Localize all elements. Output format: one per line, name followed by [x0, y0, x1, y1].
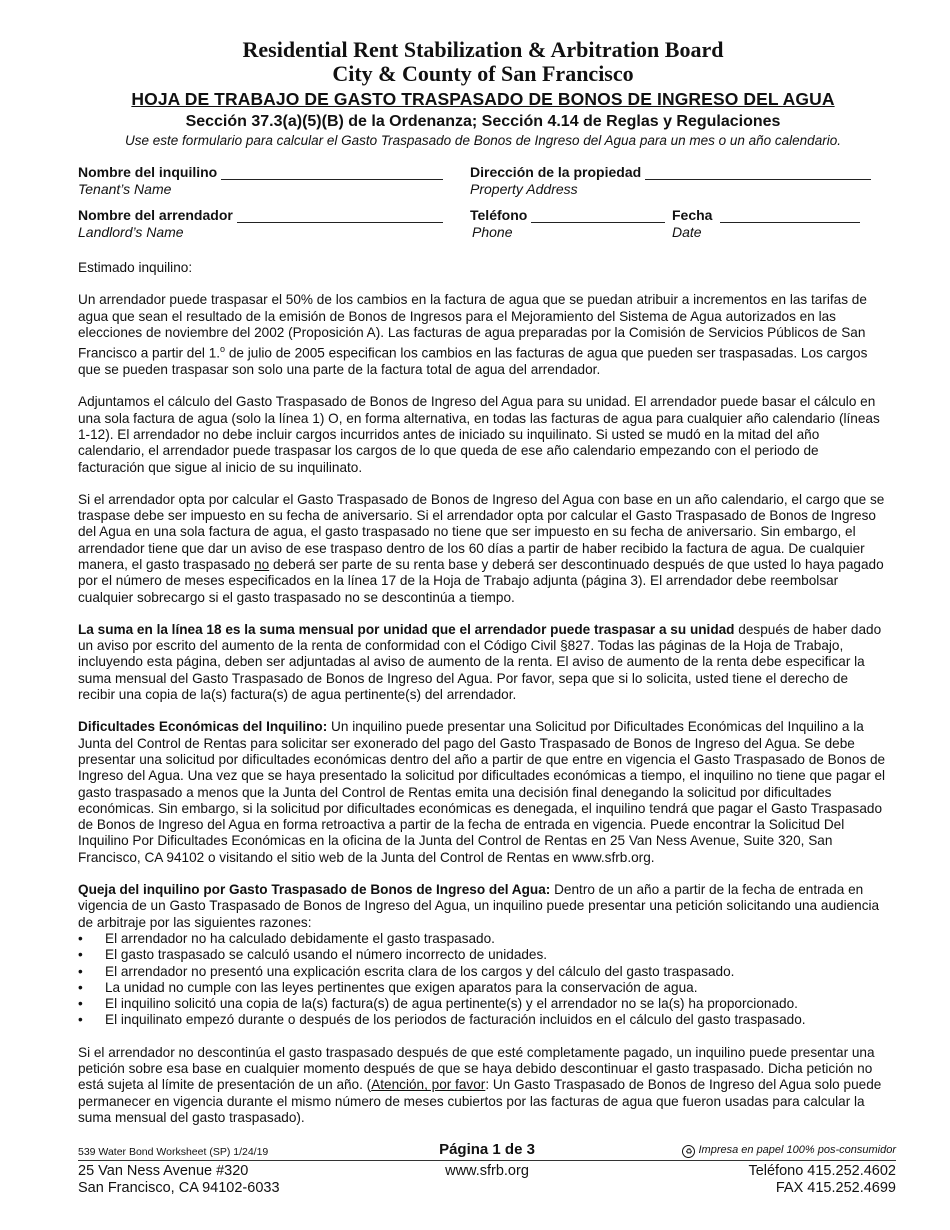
- list-item: • El arrendador no presentó una explicación escrita clara de los cargos y del cálculo del gasto traspasado.: [78, 964, 888, 980]
- paragraph-hardship: [78, 719, 888, 866]
- section-reference: Sección 37.3(a)(5)(B) de la Ordenanza; Sección 4.14 de Reglas y Regulaciones: [185, 113, 781, 130]
- footer-phone: Teléfono 415.252.4602: [748, 1163, 896, 1179]
- paragraph-line-18: [78, 622, 888, 703]
- line-18-bold: La suma en la línea 18 es la suma mensual por unidad que el arrendador puede traspasar a su unidad: [78, 621, 735, 637]
- list-item: • El gasto traspasado se calculó usando el número incorrecto de unidades.: [78, 947, 888, 963]
- line-18-rest: después de haber dado un aviso por escrito del aumento de la renta de conformidad con el Código Civil §827. Todas las páginas de la Hoja de Trabajo, incluyendo esta página, deben ser adjuntadas al aviso de aumento de la renta. El aviso de aumento de la renta debe especificar la suma mensual del Gasto Traspasado de Bonos de Ingreso del Agua. Por favor, sepa que si lo solicita, usted tiene el derecho de recibir una copia de la(s) factura(s) de agua pertinente(s) del arrendador.: [78, 621, 882, 703]
- paragraph-calculation: Adjuntamos el cálculo del Gasto Traspasado de Bonos de Ingreso del Agua para su unidad. El arrendador puede basar el cálculo en una sola factura de agua (solo la línea 1) O, en forma alternativa, en todas las facturas de agua para cualquier año calendario (líneas 1-12). El arrendador no debe incluir cargos incurridos antes de iniciado su inquilinato. Si usted se mudó en la mitad del año calendario, el arrendador puede traspasar los cargos de lo que queda de ese año calendario empezando con el periodo de facturación que sigue al inicio de su inquilinato.: [78, 394, 880, 475]
- paragraph-3-part-b: deberá ser parte de su renta base y deberá ser descontinuado después de que usted lo haya pagado por el número de meses especificados en la línea 17 de la Hoja de Trabajo adjunta (página 3). El arrendador debe reembolsar cualquier sobrecargo si el gasto traspasado no se descontinúa a tiempo.: [78, 556, 884, 605]
- discontinue-part-b: : Un Gasto Traspasado de Bonos de Ingreso del Agua solo puede permanecer en vigencia durante el mismo número de meses cubiertos por las facturas de agua que fueron usadas para calcular la suma mensual del gasto traspasado).: [78, 1077, 882, 1125]
- landlord-field-group: [78, 207, 443, 240]
- landlord-name-field[interactable]: [237, 208, 443, 223]
- list-item: • El inquilino solicitó una copia de la(s) factura(s) de agua pertinente(s) y el arrendador no se la(s) ha proporcionado.: [78, 996, 888, 1012]
- paragraph-1-part-b: de julio de 2005 especifican los cambios en las facturas de agua que pueden ser traspasadas. Los cargos que se pueden traspasar son solo una parte de la factura total de agua del arrendador.: [78, 345, 868, 378]
- tenant-label: Nombre del inquilino: [78, 164, 218, 180]
- paragraph-3-part-a: Si el arrendador opta por calcular el Gasto Traspasado de Bonos de Ingreso del Agua con base en un año calendario, el cargo que se traspase debe ser impuesto en su fecha de aniversario. Si el arrendador opta por calcular el Gasto Traspasado de Bonos de Ingreso del Agua en una sola factura de agua, el gasto traspasado no tiene que ser impuesto en su fecha de aniversario. Sin embargo, el arrendador tiene que dar un aviso de ese traspaso dentro de los 60 días a partir de haber recibido la factura de agua. De cualquier manera, el gasto traspasado: [78, 491, 885, 572]
- attention-underlined: Atención, por favor: [371, 1077, 486, 1093]
- complaint-text: Dentro de un año a partir de la fecha de entrada en vigencia de un Gasto Traspasado de Bonos de Ingreso del Agua, un inquilino puede presentar una petición solicitando una audiencia de arbitraje por las siguientes razones:: [78, 882, 880, 930]
- date-field-group: [672, 207, 860, 240]
- property-sublabel: Property Address: [470, 181, 578, 197]
- page-number: Página 1 de 3: [439, 1141, 535, 1158]
- tenant-field-group: [78, 164, 443, 197]
- paragraph-1-part-a: Un arrendador puede traspasar el 50% de los cambios en la factura de agua que se puedan atribuir a incrementos en las tarifas de agua que sean el resultado de la emisión de Bonos de Ingresos para el Mejoramiento del Sistema de Agua autorizados en las elecciones de noviembre del 2002 (Proposición A). Las facturas de agua preparadas por la Comisión de Servicios Públicos de San Francisco a partir del 1.: [78, 292, 867, 361]
- footer-phone-fax: [748, 1163, 896, 1197]
- property-field-group: [470, 164, 871, 197]
- letter-body: [78, 260, 888, 1126]
- paragraph-anniversary: [78, 492, 888, 606]
- board-title: Residential Rent Stabilization & Arbitration Board: [242, 37, 724, 62]
- complaint-heading: Queja del inquilino por Gasto Traspasado de Bonos de Ingreso del Agua:: [78, 882, 551, 898]
- phone-field-group: [470, 207, 665, 240]
- underlined-no: no: [254, 556, 270, 572]
- hardship-heading: Dificultades Económicas del Inquilino:: [78, 719, 328, 735]
- landlord-sublabel: Landlord’s Name: [78, 224, 184, 240]
- paragraph-discontinue: [78, 1045, 888, 1126]
- paragraph-complaint: [78, 882, 888, 931]
- tenant-name-field[interactable]: [221, 165, 443, 180]
- paragraph-passthrough-intro: [78, 292, 888, 378]
- phone-field[interactable]: [531, 208, 665, 223]
- form-version: 539 Water Bond Worksheet (SP) 1/24/19: [78, 1146, 269, 1158]
- recycle-icon: ♻: [682, 1145, 695, 1158]
- form-fields: [78, 164, 888, 260]
- form-instructions: Use este formulario para calcular el Gasto Traspasado de Bonos de Ingreso del Agua para un mes o un año calendario.: [125, 133, 841, 148]
- recycled-note: [682, 1144, 896, 1158]
- list-item: • El arrendador no ha calculado debidamente el gasto traspasado.: [78, 931, 888, 947]
- form-title: HOJA DE TRABAJO DE GASTO TRASPASADO DE BONOS DE INGRESO DEL AGUA: [131, 89, 835, 109]
- form-page: [78, 38, 888, 1142]
- date-field[interactable]: [720, 208, 860, 223]
- footer-contact-row: [78, 1163, 896, 1199]
- footer-website[interactable]: www.sfrb.org: [445, 1163, 529, 1179]
- page-footer: [78, 1140, 896, 1199]
- property-label: Dirección de la propiedad: [470, 164, 642, 180]
- phone-label: Teléfono: [470, 207, 528, 223]
- greeting: Estimado inquilino:: [78, 260, 193, 275]
- address-line-2: San Francisco, CA 94102-6033: [78, 1180, 280, 1196]
- list-item: • El inquilinato empezó durante o después de los periodos de facturación incluidos en el cálculo del gasto traspasado.: [78, 1012, 888, 1028]
- superscript-o: o: [220, 344, 226, 355]
- tenant-sublabel: Tenant’s Name: [78, 181, 172, 197]
- list-item: • La unidad no cumple con las leyes pertinentes que exigen aparatos para la conservación de agua.: [78, 980, 888, 996]
- recycled-text: Impresa en papel 100% pos-consumidor: [698, 1144, 896, 1156]
- date-sublabel: Date: [672, 224, 702, 240]
- discontinue-part-a: Si el arrendador no descontinúa el gasto traspasado después de que esté completamente pagado, un inquilino puede presentar una petición sobre esa base en cualquier momento después de que se haya debido descontinuar el gasto traspasado. Dicha petición no está sujeta al límite de presentación de un año. (: [78, 1044, 875, 1093]
- footer-fax: FAX 415.252.4699: [775, 1180, 896, 1196]
- property-address-field[interactable]: [645, 165, 871, 180]
- address-line-1: 25 Van Ness Avenue #320: [78, 1163, 249, 1179]
- footer-top-row: [78, 1140, 896, 1161]
- hardship-text: Un inquilino puede presentar una Solicitud por Dificultades Económicas del Inquilino a la Junta del Control de Rentas para solicitar ser exonerado del pago del Gasto Traspasado de Bonos de Ingreso del Agua. Se debe presentar una solicitud por dificultades económicas dentro del año a partir de que entre en vigencia el Gasto Traspasado de Bonos de Ingreso del Agua. Una vez que se haya presentado la solicitud por dificultades económicas a tiempo, el inquilino no tiene que pagar el gasto traspasado a menos que la Junta del Control de Rentas emita una decisión final denegando la solicitud por dificultades económicas. Sin embargo, si la solicitud por dificultades económicas es denegada, el inquilino tendrá que pagar el Gasto Traspasado de Bonos de Ingreso del Agua en forma retroactiva a partir de la fecha de entrada en vigencia. Puede encontrar la Solicitud Del Inquilino Por Dificultades Económicas en la oficina de la Junta del Control de Rentas en 25 Van Ness Avenue, Suite 320, San Francisco, CA 94102 o visitando el sitio web de la Junta del Control de Rentas en www.sfrb.org.: [78, 719, 886, 865]
- complaint-reasons-list: [78, 931, 888, 1029]
- city-title: City & County of San Francisco: [332, 61, 634, 86]
- landlord-label: Nombre del arrendador: [78, 207, 233, 223]
- phone-sublabel: Phone: [472, 224, 513, 240]
- date-label: Fecha: [672, 207, 713, 223]
